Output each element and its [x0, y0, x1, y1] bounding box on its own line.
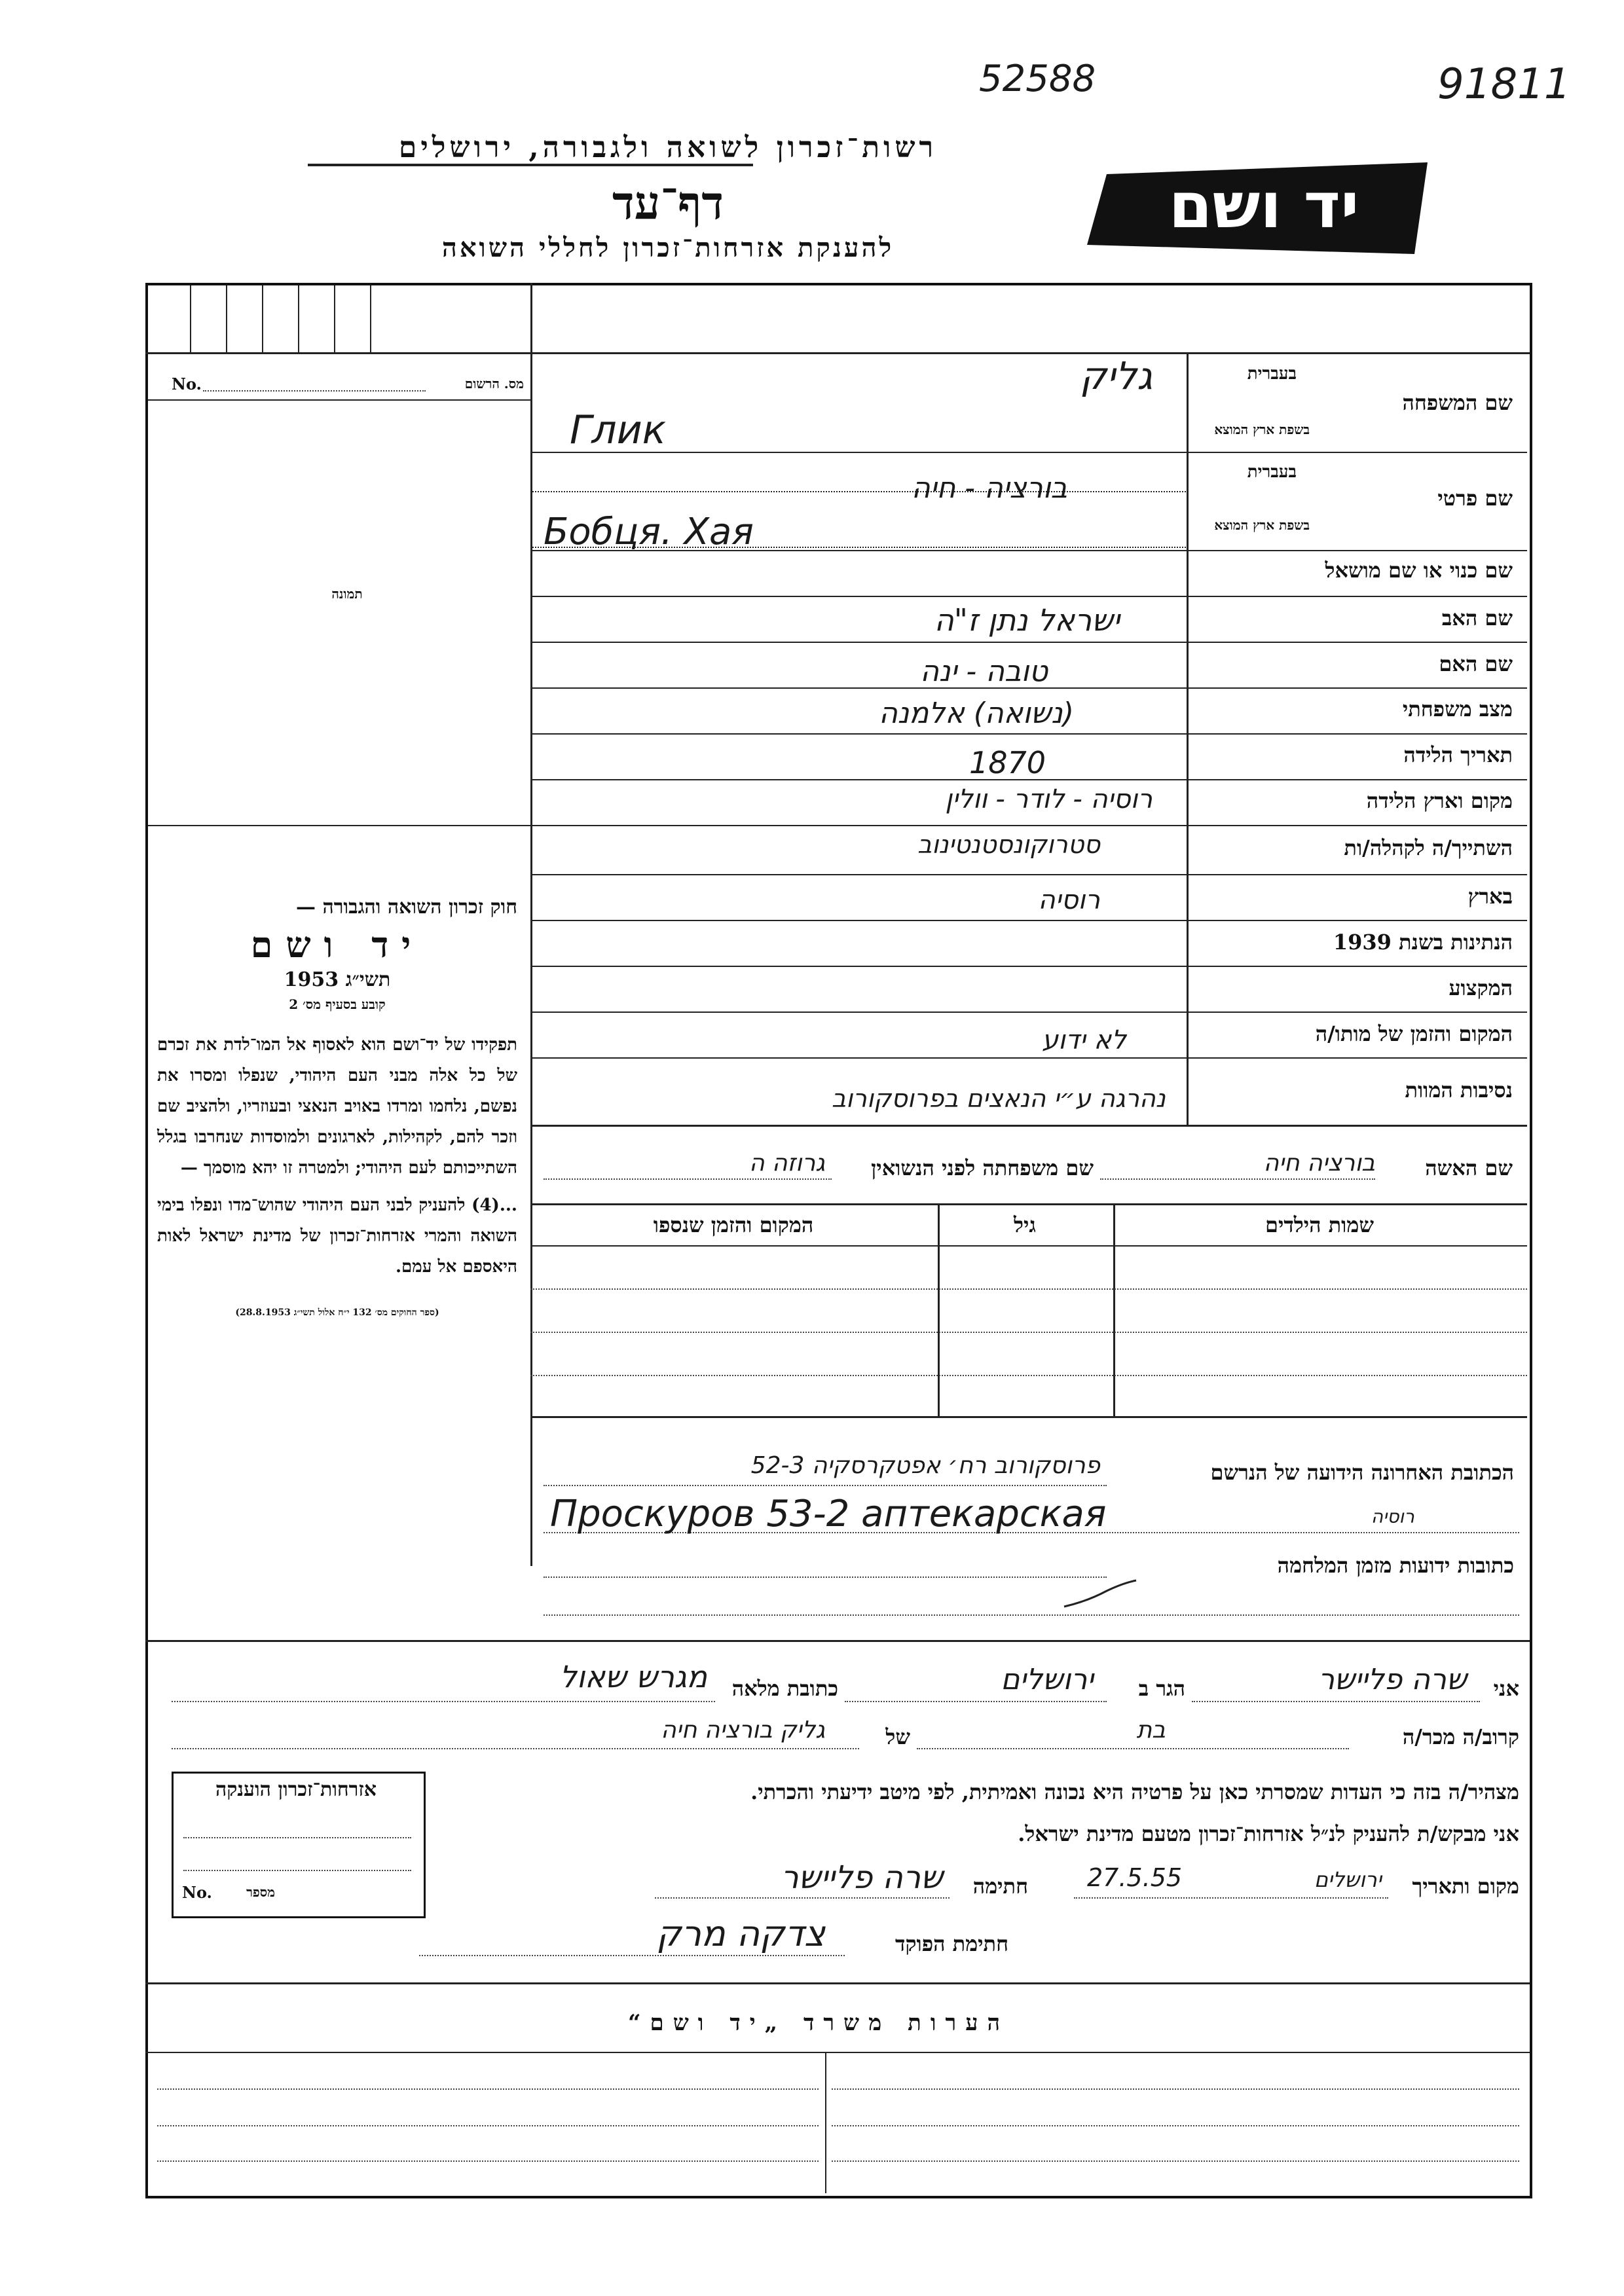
- first-name-label: שם פרטי: [1437, 486, 1513, 511]
- marital-status-label: מצב משפחתי: [1402, 697, 1513, 721]
- family-name-origin-value: Глик: [570, 407, 667, 453]
- wife-label: שם האשה: [1425, 1156, 1513, 1180]
- law-block: [157, 896, 517, 1319]
- pen-stroke: [1061, 1578, 1139, 1611]
- last-address-country: רוסיה: [1371, 1506, 1414, 1527]
- law-gazette: (ספר החוקים מס׳ 132 י״ח אלול תשי״ג 28.8.1953): [235, 1307, 439, 1318]
- last-address-line1: פרוסקורוב רח׳ אפטקרסקיה 52-3: [750, 1452, 1100, 1479]
- registration-label: מס. הרשום: [464, 376, 524, 392]
- first-name-origin-tag: בשפת ארץ המוצא: [1214, 517, 1310, 533]
- family-name-hebrew-tag: בעברית: [1247, 364, 1297, 384]
- citizenship-box-number-label: מספר: [246, 1884, 275, 1900]
- office-comments-title: הערות משרד „יד ושם“: [627, 2010, 1010, 2036]
- law-title: חוק זכרון השואה והגבורה —: [296, 896, 517, 919]
- resides-label: הגר ב: [1138, 1676, 1185, 1701]
- country-value: רוסיה: [1038, 885, 1100, 915]
- maiden-name-label: שם משפחתה לפני הנשואין: [871, 1156, 1094, 1180]
- relation-label: קרוב/ה מכר/ה: [1402, 1724, 1519, 1749]
- community-label: השתייך/ה לקהלה/ות: [1344, 835, 1513, 860]
- declarant-address: מגרש שאול: [559, 1659, 707, 1694]
- stamp-number: 52588: [979, 58, 1096, 100]
- law-paragraph-2: ...(4) להעניק לבני העם היהודי שהוש־מדו ונפלו בימי השואה והמרי אזרחות־זכרון של מדינת ישראל לאות היאספם אל עמם.: [157, 1195, 517, 1277]
- first-name-hebrew-tag: בעברית: [1247, 462, 1297, 482]
- official-signature-label: חתימת הפוקד: [895, 1931, 1008, 1956]
- nickname-label: שם כנוי או שם מושאל: [1325, 558, 1513, 583]
- birth-date-value: 1870: [969, 745, 1046, 780]
- mother-name-value: טובה - ינה: [920, 655, 1048, 688]
- official-signature: צדקה מרק: [656, 1913, 825, 1954]
- relation-value: בת: [1136, 1717, 1166, 1743]
- death-circumstances-label: נסיבות המוות: [1405, 1078, 1513, 1102]
- children-names-header: שמות הילדים: [1265, 1212, 1374, 1237]
- death-place-value: לא ידוע: [1042, 1025, 1126, 1055]
- registration-no: No.: [172, 374, 202, 393]
- war-address-label: כתובות ידועות מזמן המלחמה: [1277, 1553, 1514, 1578]
- last-address-line2: Проскуров 53-2 аптекарская: [550, 1493, 1107, 1535]
- law-name: יד ושם: [250, 924, 424, 966]
- family-name-origin-tag: בשפת ארץ המוצא: [1214, 422, 1310, 437]
- of-name: גליק בורציה חיה: [661, 1717, 825, 1743]
- of-label: של: [885, 1724, 910, 1749]
- law-section: קובע בסעיף מס׳ 2: [289, 996, 386, 1012]
- maiden-name-value: גרוזה ה: [749, 1150, 825, 1176]
- law-year: תשי״ג 1953: [284, 968, 391, 991]
- declarant-city: ירושלים: [1001, 1663, 1094, 1696]
- request-text: אני מבקש/ת להעניק לנ״ל אזרחות־זכרון מטעם מדינת ישראל.: [1018, 1821, 1519, 1846]
- community-value: סטרוקונסטנטינוב: [917, 830, 1100, 859]
- full-address-label: כתובת מלאה: [731, 1676, 838, 1701]
- declarant-signature: שרה פליישר: [781, 1859, 943, 1896]
- citizenship-box-title: אזרחות־זכרון הוענקה: [215, 1778, 377, 1801]
- wife-value: בורציה חיה: [1263, 1150, 1375, 1176]
- profession-label: המקצוע: [1449, 975, 1513, 1000]
- father-name-value: ישראל נתן ז"ה: [934, 602, 1120, 638]
- birth-place-value: רוסיה - לודר - וולין: [945, 784, 1153, 814]
- logo-text: יד ושם: [1168, 169, 1359, 242]
- family-name-hebrew-value: גליק: [1080, 354, 1153, 398]
- declaration-date: 27.5.55: [1087, 1863, 1183, 1892]
- birth-date-label: תאריך הלידה: [1403, 742, 1513, 767]
- country-label: בארץ: [1467, 884, 1513, 909]
- nationality-label: הנתינות בשנת 1939: [1333, 930, 1513, 955]
- org-name: רשות־זכרון לשואה ולגבורה, ירושלים: [398, 131, 938, 164]
- declaration-place: ירושלים: [1314, 1867, 1382, 1892]
- birth-place-label: מקום וארץ הלידה: [1366, 788, 1513, 813]
- law-paragraph-1: תפקידו של יד־ושם הוא לאסוף אל המו־לדת את זכרם של כל אלה מבני העם היהודי, שנפלו ומסרו את נפשם, נלחמו ומרדו באויב הנאצי ובעוזריו, ולהציב שם וזכר להם, לקהילות, לארגונים ולמוסדות שנחרבו בגלל השתייכותם לעם היהודי; ולמטרה זו יהא מוסמך —: [157, 1035, 517, 1178]
- mother-name-label: שם האם: [1439, 651, 1513, 676]
- children-age-header: גיל: [1014, 1212, 1036, 1237]
- form-title: דף־עד: [612, 175, 724, 230]
- death-place-label: המקום והזמן של מותו/ה: [1315, 1021, 1513, 1046]
- first-name-origin-value: Бобця. Хая: [544, 511, 754, 553]
- declaration-text: מצהיר/ה בזה כי העדות שמסרתי כאן על פרטיה היא נכונה ואמיתית, לפי מיטב ידיעתי והכרתי.: [750, 1779, 1519, 1804]
- father-name-label: שם האב: [1441, 606, 1513, 630]
- declarant-i-label: אני: [1493, 1676, 1519, 1701]
- death-circumstances-value: נהרגה ע״י הנאצים בפרוסקורוב: [832, 1084, 1166, 1113]
- declarant-name: שרה פליישר: [1318, 1663, 1467, 1696]
- marital-status-value: (נשואה) אלמנה: [879, 697, 1074, 730]
- signature-label: חתימה: [972, 1874, 1028, 1899]
- children-place-header: המקום והזמן שנספו: [653, 1212, 814, 1237]
- first-name-hebrew-value: בורציה - חיה: [911, 471, 1067, 505]
- place-date-label: מקום ותאריך: [1412, 1874, 1519, 1899]
- last-address-label: הכתובת האחרונה הידועה של הנרשם: [1210, 1460, 1514, 1485]
- citizenship-box-no: No.: [182, 1883, 212, 1902]
- form-subtitle: להענקת אזרחות־זכרון לחללי השואה: [441, 232, 895, 263]
- photo-label: תמונה: [331, 586, 363, 602]
- family-name-label: שם המשפחה: [1402, 390, 1513, 415]
- stamp-code: 91811: [1437, 60, 1571, 109]
